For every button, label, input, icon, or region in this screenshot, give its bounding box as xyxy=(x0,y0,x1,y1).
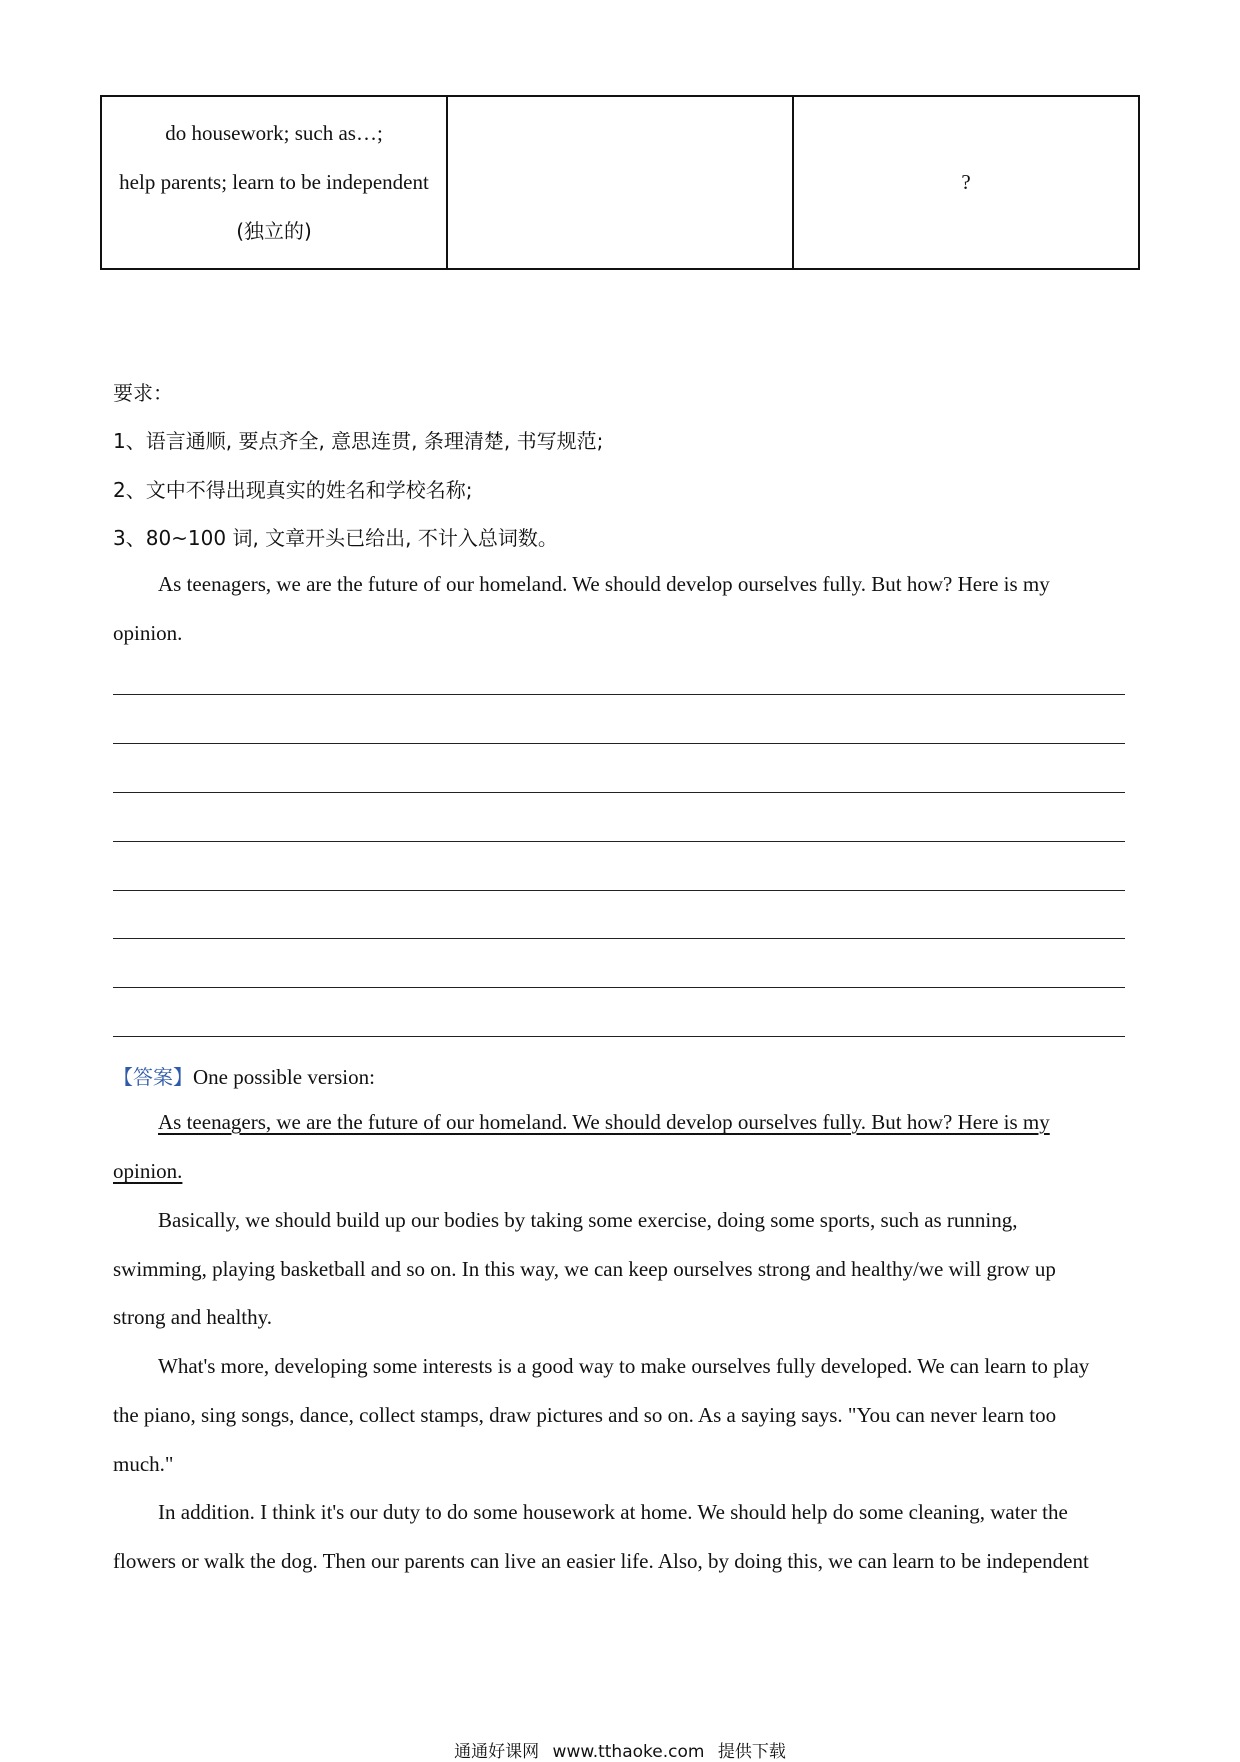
writing-line xyxy=(113,1036,1125,1037)
prompt-opening-line-2: opinion. xyxy=(113,621,183,645)
table-cell-line: do housework; such as…; xyxy=(165,121,383,145)
writing-line xyxy=(113,792,1125,793)
writing-line xyxy=(113,890,1125,891)
answer-paragraph-1-line: Basically, we should build up our bodies by taking some exercise, doing some sports, such as running, xyxy=(158,1208,1018,1232)
answer-paragraph-3-line: In addition. I think it's our duty to do some housework at home. We should help do some cleaning, water the xyxy=(158,1500,1068,1524)
answer-paragraph-2-line: much." xyxy=(113,1452,174,1476)
writing-line xyxy=(113,987,1125,988)
answer-paragraph-2-line: What's more, developing some interests is a good way to make ourselves fully developed. We can learn to play xyxy=(158,1354,1090,1378)
table-cell-question xyxy=(792,97,1138,268)
answer-paragraph-1-line: strong and healthy. xyxy=(113,1305,273,1329)
writing-line xyxy=(113,694,1125,695)
outline-table xyxy=(100,95,1140,270)
answer-paragraph-1-line: swimming, playing basketball and so on. In this way, we can keep ourselves strong and healthy/we will grow up xyxy=(113,1257,1056,1281)
answer-opening-line-1: As teenagers, we are the future of our homeland. We should develop ourselves fully. But how? Here is my xyxy=(158,1110,1050,1134)
requirement-item-3: 3、80~100 词, 文章开头已给出, 不计入总词数。 xyxy=(113,526,558,550)
footer-url[interactable]: www.tthaoke.com xyxy=(552,1742,705,1762)
requirements-heading: 要求： xyxy=(113,381,173,405)
table-cell-line: (独立的) xyxy=(236,219,312,243)
table-cell-line: ? xyxy=(961,170,971,194)
answer-opening-line-2: opinion. xyxy=(113,1159,183,1183)
requirement-item-1: 1、语言通顺, 要点齐全, 意思连贯, 条理清楚, 书写规范; xyxy=(113,429,604,453)
answer-tag: 【答案】 xyxy=(113,1065,193,1089)
answer-paragraph-2-line: the piano, sing songs, dance, collect stamps, draw pictures and so on. As a saying says. "You can never learn too xyxy=(113,1403,1057,1427)
answer-heading xyxy=(113,1061,375,1090)
prompt-opening-line-1: As teenagers, we are the future of our homeland. We should develop ourselves fully. But how? Here is my xyxy=(158,572,1050,596)
writing-line xyxy=(113,841,1125,842)
answer-label: One possible version: xyxy=(193,1065,375,1089)
answer-paragraph-3-line: flowers or walk the dog. Then our parents can live an easier life. Also, by doing this, we can learn to be independent xyxy=(113,1549,1089,1573)
table-cell-empty xyxy=(446,97,792,268)
table-cell-line: help parents; learn to be independent xyxy=(119,170,429,194)
requirement-item-2: 2、文中不得出现真实的姓名和学校名称; xyxy=(113,478,473,502)
writing-line xyxy=(113,938,1125,939)
footer-site-name: 通通好课网 xyxy=(454,1742,540,1762)
footer-suffix: 提供下载 xyxy=(717,1742,786,1762)
table-cell-housework xyxy=(102,97,446,268)
page-footer xyxy=(0,1737,1240,1762)
writing-line xyxy=(113,743,1125,744)
